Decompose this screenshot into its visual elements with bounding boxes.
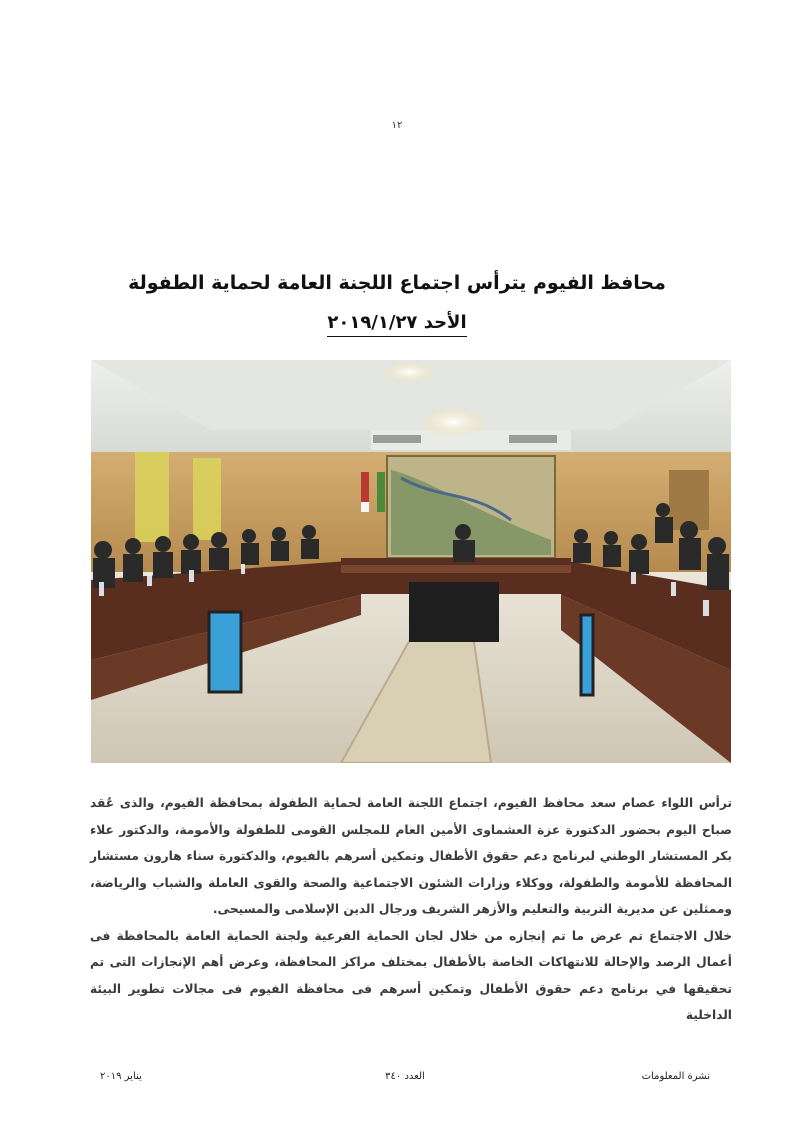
meeting-photo bbox=[91, 360, 731, 763]
article-date-text: الأحد ٢٠١٩/١/٢٧ bbox=[327, 312, 466, 337]
article-title: محافظ الفيوم يترأس اجتماع اللجنة العامة لحماية الطفولة bbox=[128, 272, 666, 294]
page-footer bbox=[100, 1071, 710, 1087]
article-paragraph-1: ترأس اللواء عصام سعد محافظ الفيوم، اجتماع اللجنة العامة لحماية الطفولة بمحافظة الفيوم، والذى عُقد صباح اليوم بحضور الدكتورة عزة العشماوى الأمين العام للمجلس القومى للطفولة والأمومة، والدكتور علاء بكر المستشار الوطني لبرنامج دعم حقوق الأطفال وتمكين أسرهم بالفيوم، والدكتورة سناء هارون مستشار المحافظة للأمومة والطفولة، ووكلاء وزارات الشئون الاجتماعية والصحة والقوى العاملة والشباب والرياضة، وممثلين عن مديرية التربية والتعليم والأزهر الشريف ورجال الدين الإسلامى والمسيحى. bbox=[90, 796, 732, 916]
footer-issue: العدد ٣٤٠ bbox=[385, 1071, 425, 1082]
footer-publication: نشرة المعلومات bbox=[641, 1071, 710, 1082]
article-paragraph-2: خلال الاجتماع تم عرض ما تم إنجازه من خلال لجان الحماية الفرعية ولجنة الحماية العامة بالمحافظة فى أعمال الرصد والإحالة للانتهاكات الخاصة بالأطفال بمختلف مراكز المحافظة، وعرض أهم الإنجازات التى تم تحقيقها في برنامج دعم حقوق الأطفال وتمكين أسرهم فى محافظة الفيوم فى مجالات تطوير البيئة الداخلية bbox=[90, 928, 732, 1022]
footer-month: يناير ٢٠١٩ bbox=[100, 1071, 142, 1082]
article-date bbox=[0, 312, 794, 333]
article-body bbox=[90, 790, 732, 1029]
page-number: ١٢ bbox=[391, 120, 403, 131]
